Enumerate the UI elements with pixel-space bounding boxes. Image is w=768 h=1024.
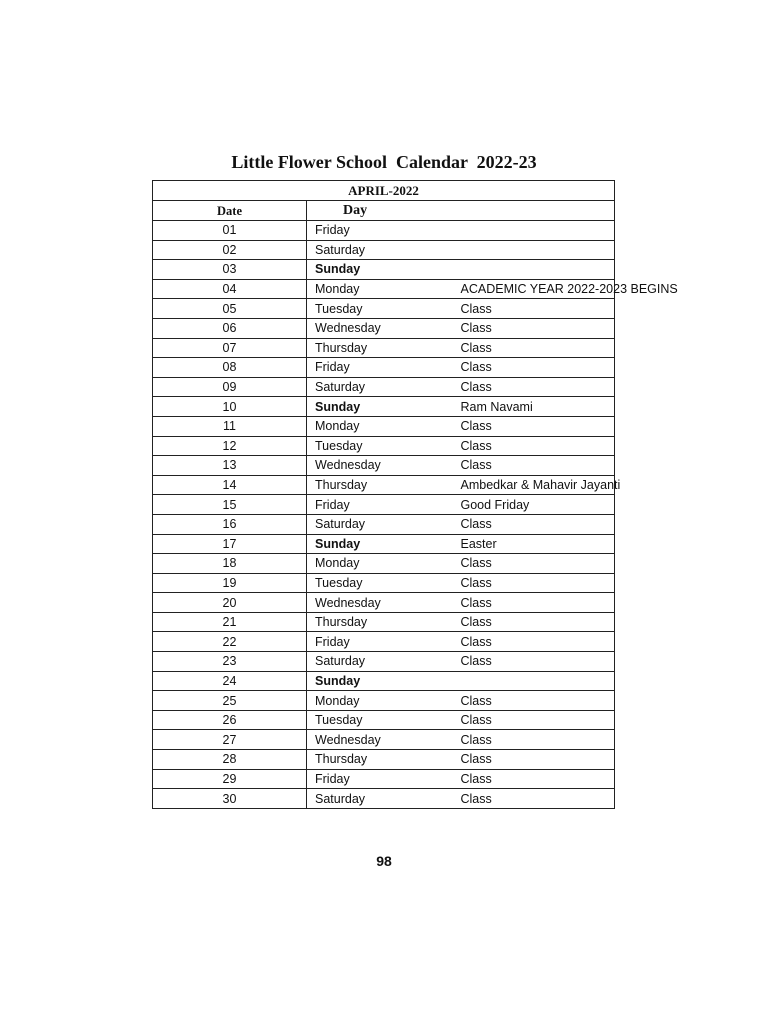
day-cell: Friday [307,495,461,515]
table-row [153,338,615,358]
page-title: Little Flower School Calendar 2022-23 [231,152,537,172]
day-cell: Saturday [307,377,461,397]
event-cell: Ram Navami [461,397,615,417]
day-cell: Thursday [307,612,461,632]
date-cell: 05 [153,299,307,319]
event-cell: Class [461,691,615,711]
day-cell: Wednesday [307,318,461,338]
day-cell: Tuesday [307,436,461,456]
event-cell: Class [461,554,615,574]
date-cell: 12 [153,436,307,456]
date-cell: 19 [153,573,307,593]
table-row [153,358,615,378]
event-cell: Class [461,338,615,358]
event-cell: Class [461,652,615,672]
event-column-header [461,201,615,221]
event-cell: Class [461,358,615,378]
table-row [153,671,615,691]
date-cell: 01 [153,221,307,241]
date-cell: 16 [153,514,307,534]
date-cell: 07 [153,338,307,358]
month-row [153,181,615,201]
event-cell: Class [461,456,615,476]
event-cell: Ambedkar & Mahavir Jayanti [461,475,615,495]
event-cell [461,240,615,260]
day-cell: Wednesday [307,456,461,476]
calendar-table [152,180,678,809]
date-cell: 02 [153,240,307,260]
date-cell: 15 [153,495,307,515]
event-cell: Class [461,769,615,789]
event-cell: Class [461,730,615,750]
event-cell: ACADEMIC YEAR 2022-2023 BEGINS [461,279,615,299]
event-cell: Class [461,593,615,613]
month-title: APRIL-2022 [153,181,615,201]
day-cell: Tuesday [307,710,461,730]
date-cell: 09 [153,377,307,397]
date-cell: 22 [153,632,307,652]
date-cell: 24 [153,671,307,691]
table-row [153,632,615,652]
event-cell: Class [461,318,615,338]
date-cell: 28 [153,750,307,770]
day-column-header: Day [307,201,461,221]
date-cell: 29 [153,769,307,789]
date-cell: 21 [153,612,307,632]
table-row [153,573,615,593]
table-row [153,240,615,260]
day-cell: Thursday [307,338,461,358]
date-cell: 11 [153,416,307,436]
event-cell: Easter [461,534,615,554]
table-row [153,416,615,436]
table-row [153,456,615,476]
event-cell [461,221,615,241]
day-cell: Monday [307,416,461,436]
table-row [153,554,615,574]
day-cell: Friday [307,358,461,378]
table-row [153,691,615,711]
date-cell: 18 [153,554,307,574]
date-cell: 13 [153,456,307,476]
event-cell: Class [461,632,615,652]
event-cell: Good Friday [461,495,615,515]
table-row [153,593,615,613]
event-cell: Class [461,573,615,593]
day-cell: Sunday [307,671,461,691]
table-row [153,730,615,750]
table-row [153,436,615,456]
date-cell: 10 [153,397,307,417]
table-row [153,279,615,299]
day-cell: Friday [307,769,461,789]
header-row [153,201,615,221]
table-row [153,260,615,280]
day-cell: Monday [307,279,461,299]
calendar-body [153,181,678,809]
date-cell: 17 [153,534,307,554]
day-cell: Thursday [307,750,461,770]
table-row [153,789,615,809]
date-cell: 30 [153,789,307,809]
day-cell: Saturday [307,652,461,672]
event-cell: Class [461,750,615,770]
date-cell: 06 [153,318,307,338]
table-row [153,475,615,495]
day-cell: Sunday [307,397,461,417]
day-cell: Tuesday [307,573,461,593]
table-row [153,299,615,319]
day-cell: Friday [307,221,461,241]
page-number: 98 [376,853,392,869]
day-cell: Sunday [307,260,461,280]
event-cell: Class [461,710,615,730]
event-cell: Class [461,612,615,632]
event-cell: Class [461,299,615,319]
event-cell: Class [461,436,615,456]
date-cell: 27 [153,730,307,750]
day-cell: Wednesday [307,730,461,750]
day-cell: Saturday [307,514,461,534]
date-cell: 20 [153,593,307,613]
event-cell [461,671,615,691]
event-cell [461,260,615,280]
date-cell: 26 [153,710,307,730]
date-cell: 14 [153,475,307,495]
date-column-header: Date [153,201,307,221]
table-row [153,377,615,397]
day-cell: Saturday [307,240,461,260]
day-cell: Tuesday [307,299,461,319]
day-cell: Monday [307,554,461,574]
date-cell: 03 [153,260,307,280]
table-row [153,769,615,789]
table-row [153,397,615,417]
date-cell: 25 [153,691,307,711]
date-cell: 08 [153,358,307,378]
table-row [153,221,615,241]
table-row [153,495,615,515]
table-row [153,514,615,534]
event-cell: Class [461,416,615,436]
date-cell: 04 [153,279,307,299]
event-cell: Class [461,377,615,397]
day-cell: Wednesday [307,593,461,613]
day-cell: Thursday [307,475,461,495]
event-cell: Class [461,789,615,809]
event-cell: Class [461,514,615,534]
table-row [153,534,615,554]
day-cell: Saturday [307,789,461,809]
table-row [153,318,615,338]
table-row [153,612,615,632]
table-row [153,750,615,770]
table-row [153,710,615,730]
day-cell: Monday [307,691,461,711]
day-cell: Friday [307,632,461,652]
table-row [153,652,615,672]
day-cell: Sunday [307,534,461,554]
date-cell: 23 [153,652,307,672]
